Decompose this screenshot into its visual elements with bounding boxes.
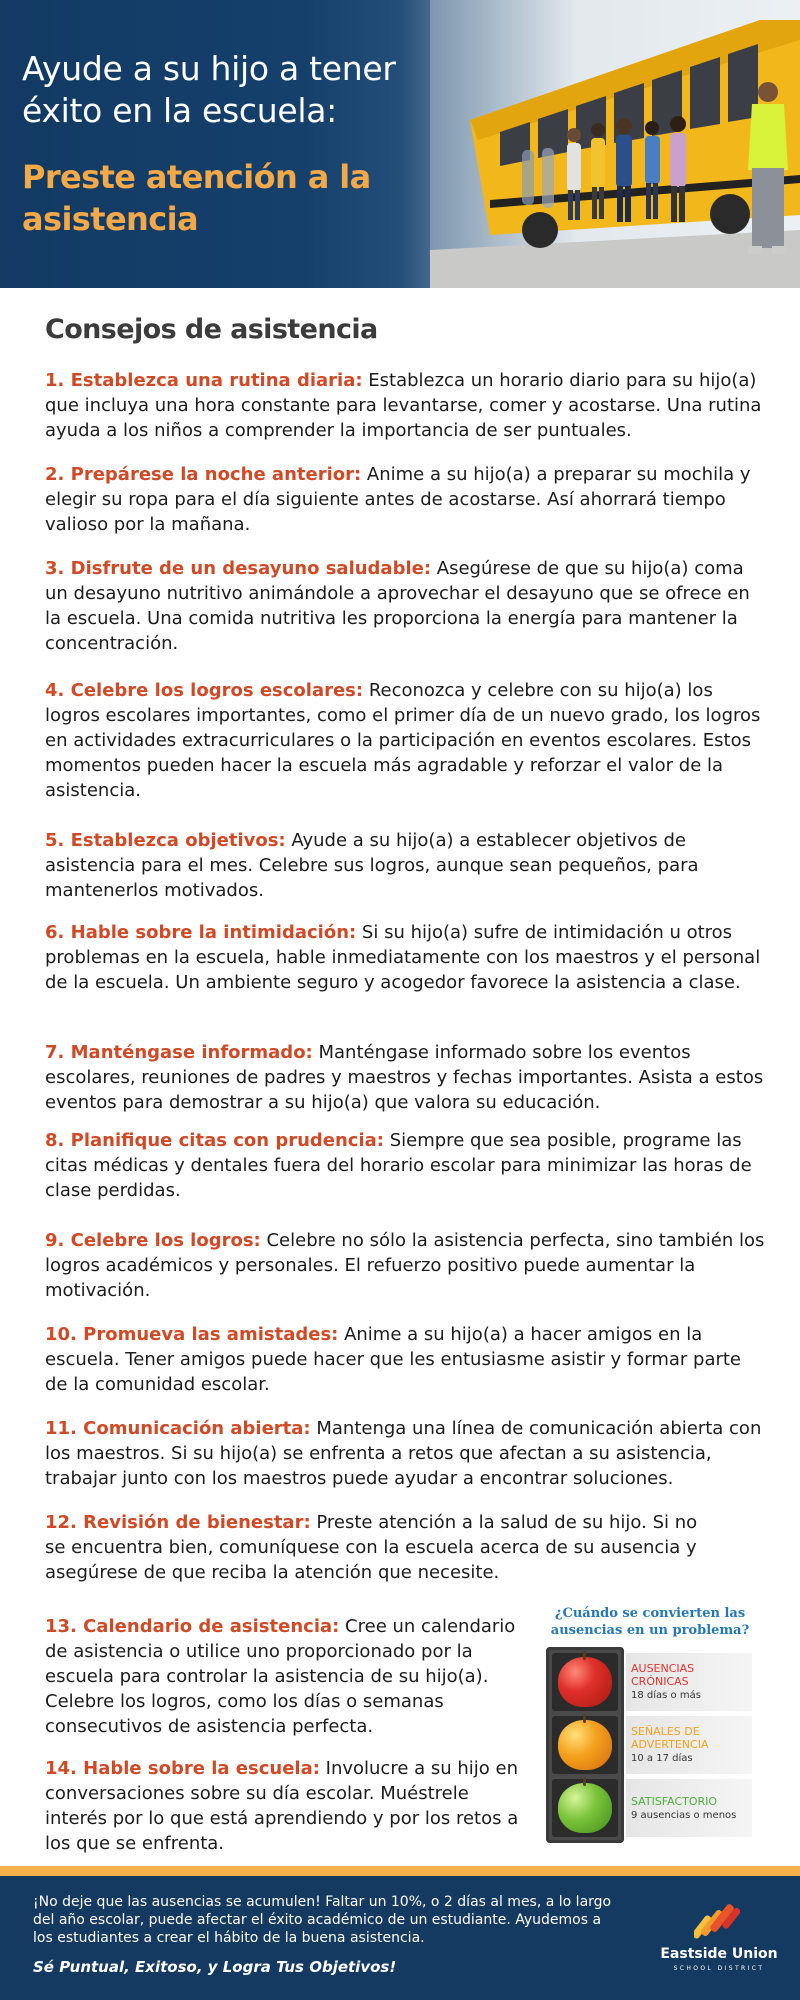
district-logo-icon <box>694 1900 740 1940</box>
tip-text: Involucre a su hijo en conversaciones sobre su día escolar. Muéstrele interés por lo que está aprendiendo y por los retos a los que se enfrenta. <box>45 1758 519 1854</box>
tip-item <box>45 920 765 995</box>
tip-text: Asegúrese de que su hijo(a) coma un desayuno nutritivo animándole a aprovechar el desayuno que se ofrece en la escuela. Una comida nutritiva les proporciona la energía para mantener la concentración. <box>45 558 750 654</box>
section-title: Consejos de asistencia <box>45 314 378 345</box>
tip-text: Preste atención a la salud de su hijo. Si no se encuentra bien, comuníquese con la escuela acerca de su ausencia y asegúrese de que reciba la atención que necesite. <box>45 1512 698 1583</box>
hero-title: Ayude a su hijo a tener éxito en la escuela: <box>22 49 396 130</box>
level-tag <box>626 1779 752 1837</box>
footer-slogan: Sé Puntual, Exitoso, y Logra Tus Objetivos! <box>33 1958 397 1976</box>
tip-text: Siempre que sea posible, programe las citas médicas y dentales fuera del horario escolar para minimizar las horas de clase perdidas. <box>45 1130 752 1201</box>
tip-label: 10. Promueva las amistades: <box>45 1324 339 1345</box>
tip-text: Anime a su hijo(a) a hacer amigos en la escuela. Tener amigos puede hacer que les entusiasme asistir y formar parte de la comunidad escolar. <box>45 1324 742 1395</box>
tip-item <box>45 1614 525 1739</box>
level-detail-satisfactory: 9 ausencias o menos <box>631 1810 737 1821</box>
tip-label: 3. Disfrute de un desayuno saludable: <box>45 558 432 579</box>
tip-text: Celebre no sólo la asistencia perfecta, sino también los logros académicos y personales. El refuerzo positivo puede aumentar la motivación. <box>45 1230 765 1301</box>
tip-item <box>45 828 765 903</box>
tip-text: Reconozca y celebre con su hijo(a) los logros escolares importantes, como el primer día de un nuevo grado, los logros en actividades extracurriculares o la participación en eventos escolares. Estos momentos pueden hacer la escuela más agradable y reforzar el valor de la asistencia. <box>45 680 761 801</box>
yellow-apple-icon <box>558 1720 612 1770</box>
level-heading-satisfactory: SATISFACTORIO <box>631 1795 718 1808</box>
tip-text: Cree un calendario de asistencia o utilice uno proporcionado por la escuela para controlar la asistencia de su hijo(a). Celebre los logros, como los días o semanas consecutivos de asistencia perfecta. <box>45 1616 516 1737</box>
hero-subtitle: Preste atención a la asistencia <box>22 158 371 238</box>
tip-item <box>45 1128 765 1203</box>
tip-label: 12. Revisión de bienestar: <box>45 1512 311 1533</box>
tip-label: 7. Manténgase informado: <box>45 1042 313 1063</box>
tip-label: 5. Establezca objetivos: <box>45 830 286 851</box>
footer-stripe <box>0 1866 800 1876</box>
tip-label: 2. Prepárese la noche anterior: <box>45 464 362 485</box>
tip-text: Si su hijo(a) sufre de intimidación u otros problemas en la escuela, hable inmediatamente con los maestros y el personal de la escuela. Un ambiente seguro y acogedor favorece la asistencia a clase. <box>45 922 761 993</box>
tip-text: Mantenga una línea de comunicación abierta con los maestros. Si su hijo(a) se enfrenta a retos que afectan a su asistencia, trabajar junto con los maestros puede ayudar a encontrar soluciones. <box>45 1418 762 1489</box>
level-heading-chronic: AUSENCIAS CRÓNICAS <box>631 1662 695 1688</box>
footer-message: ¡No deje que las ausencias se acumulen! Faltar un 10%, o 2 días al mes, a lo largo del año escolar, puede afectar el éxito académico de un estudiante. Ayudemos a los estudiantes a crear el hábito de la buena asistencia. <box>33 1894 612 1946</box>
level-heading-warning: SEÑALES DE ADVERTENCIA <box>631 1725 709 1751</box>
tip-item <box>45 1228 765 1303</box>
tip-item <box>45 1322 765 1397</box>
tip-item <box>45 556 765 656</box>
level-detail-warning: 10 a 17 días <box>631 1753 693 1764</box>
school-bus-photo <box>430 0 800 288</box>
tip-label: 4. Celebre los logros escolares: <box>45 680 364 701</box>
tip-label: 9. Celebre los logros: <box>45 1230 261 1251</box>
district-logo-subtitle: SCHOOL DISTRICT <box>673 1965 765 1972</box>
level-detail-chronic: 18 días o más <box>631 1690 701 1701</box>
tip-label: 1. Establezca una rutina diaria: <box>45 370 363 391</box>
attendance-panel-title: ¿Cuándo se convierten las ausencias en un problema? <box>550 1606 750 1638</box>
tip-text: Establezca un horario diario para su hijo(a) que incluya una hora constante para levantarse, comer y acostarse. Una rutina ayuda a los niños a comprender la importancia de ser puntuales. <box>45 370 762 441</box>
tip-item <box>45 368 765 443</box>
tip-item <box>45 1040 765 1115</box>
tip-label: 14. Hable sobre la escuela: <box>45 1758 320 1779</box>
district-logo-name: Eastside Union <box>660 1946 778 1962</box>
traffic-light-icon <box>546 1647 624 1843</box>
tip-item <box>45 1416 765 1491</box>
tip-item <box>45 462 765 537</box>
tip-label: 8. Planifique citas con prudencia: <box>45 1130 384 1151</box>
red-apple-icon <box>558 1657 612 1707</box>
hero-banner <box>0 0 800 288</box>
tip-label: 13. Calendario de asistencia: <box>45 1616 340 1637</box>
green-apple-icon <box>558 1783 612 1833</box>
tip-text: Manténgase informado sobre los eventos escolares, reuniones de padres y maestros y fechas importantes. Asista a estos eventos para demostrar a su hijo(a) que valora su educación. <box>45 1042 764 1113</box>
tip-item <box>45 1756 525 1856</box>
tip-text: Anime a su hijo(a) a preparar su mochila y elegir su ropa para el día siguiente antes de acostarse. Así ahorrará tiempo valioso por la mañana. <box>45 464 751 535</box>
tip-text: Ayude a su hijo(a) a establecer objetivos de asistencia para el mes. Celebre sus logros, aunque sean pequeños, para mantenerlos motivados. <box>45 830 699 901</box>
tip-label: 6. Hable sobre la intimidación: <box>45 922 357 943</box>
tip-item <box>45 1510 705 1585</box>
tip-label: 11. Comunicación abierta: <box>45 1418 311 1439</box>
tip-item <box>45 678 765 803</box>
